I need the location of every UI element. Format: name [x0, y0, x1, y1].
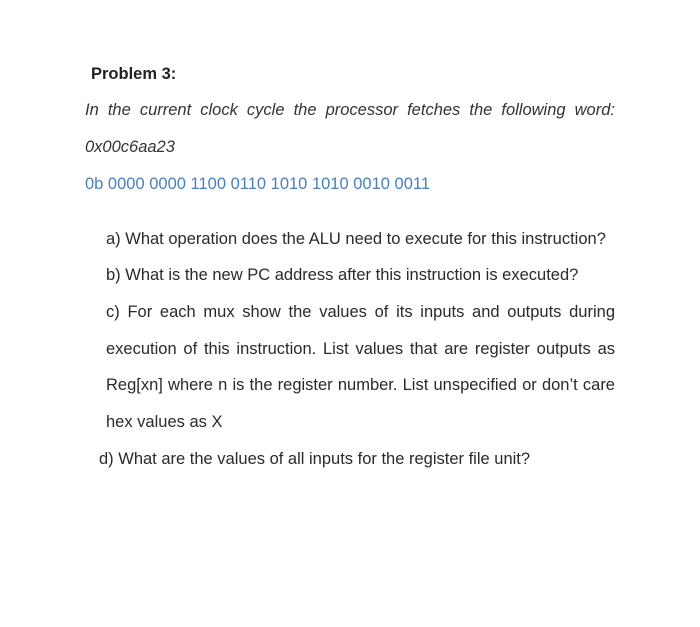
- question-c-line-2: execution of this instruction. List values that are register outputs as: [106, 340, 615, 358]
- problem-intro: In the current clock cycle the processor fetches the following word:: [85, 101, 615, 119]
- problem-title: Problem 3:: [91, 65, 177, 83]
- question-c-line-1: c) For each mux show the values of its inputs and outputs during: [106, 303, 615, 321]
- question-c-line-3: Reg[xn] where n is the register number. List unspecified or don’t care: [106, 376, 615, 394]
- question-b: b) What is the new PC address after this instruction is executed?: [106, 266, 579, 284]
- instruction-binary: 0b 0000 0000 1100 0110 1010 1010 0010 0011: [85, 175, 431, 193]
- question-a: a) What operation does the ALU need to execute for this instruction?: [106, 230, 606, 248]
- instruction-hex: 0x00c6aa23: [85, 138, 175, 156]
- question-d: d) What are the values of all inputs for the register file unit?: [99, 450, 531, 468]
- question-c-line-4: hex values as X: [106, 413, 223, 431]
